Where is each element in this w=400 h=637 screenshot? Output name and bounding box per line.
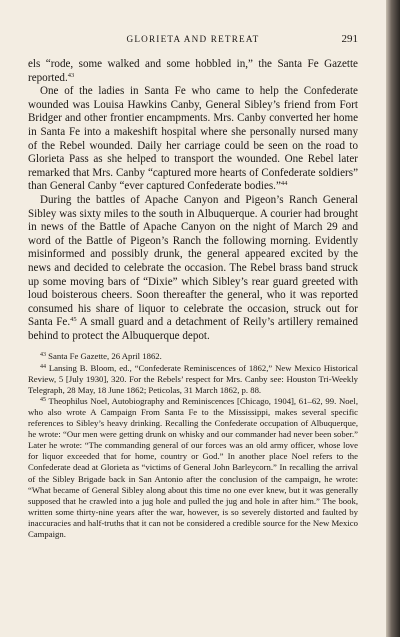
paragraph-3-continued: A small guard and a detachment of Reily’s artillery remained behind to protect the Albuquerque depot.	[28, 316, 358, 342]
body-text	[28, 58, 358, 343]
footnote-44	[28, 363, 358, 396]
note-ref-45: 45	[70, 316, 77, 324]
footnote-43-text: Santa Fe Gazette, 26 April 1862.	[48, 351, 162, 362]
footnote-44-text: Lansing B. Bloom, ed., “Confederate Reminiscences of 1862,” New Mexico Historical Review, 5 [July 1930], 320. For the Rebels’ respect for Mrs. Canby see: Houston Tri-Weekly Telegraph, 28 May, 18 June 1862; Peticolas, 31 March 1862, p. 88.	[28, 362, 358, 395]
footnote-45	[28, 396, 358, 540]
note-ref-43: 43	[67, 71, 75, 79]
paragraph-3-text: During the battles of Apache Canyon and Pigeon’s Ranch General Sibley was sixty miles to the south in Albuquerque. A courier had brought in news of the Battle of Apache Canyon on the night of March 29 and word of the Battle of Pigeon’s Ranch the following morning. Evidently misinformed and possibly drunk, the general appeared excited by the news and decided to celebrate the occasion. The Rebel brass band struck up some moving bars of “Dixie” which Sibley’s rear guard greeted with loud boisterous cheers. Soon thereafter the general, who it was reported consumed his share of liquor to celebrate the occasion, struck out for Santa Fe.	[28, 193, 358, 329]
note-ref-44: 44	[280, 180, 288, 188]
paragraph-1-text: els “rode, some walked and some hobbled in,” the Santa Fe Gazette reported.	[28, 58, 358, 84]
footnote-45-text: Theophilus Noel, Autobiography and Reminiscences [Chicago, 1904], 61–62, 99. Noel, who also wrote A Campaign From Santa Fe to the Mississippi, makes several specific references to Sibley’s heavy drinking. Recalling the Confederate occupation of Albuquerque, he wrote: “Our men were getting drunk on whisky and our commander had never been sober.” Later he wrote: “The commanding general of our forces was an old army officer, whose love for liquor exceeded that for home, country or God.” In another place Noel refers to the Confederate dead at Glorieta as “victims of General John Barleycorn.” In recalling the arrival of the Sibley Brigade back in San Antonio after the conclusion of the campaign, he wrote: “What became of General Sibley along about this time no one ever knew, but it was generally supposed that he crawled into a jug hole and pulled the jug and hole in after him.” The book, written some thirty-nine years after the war, however, is so severely distorted and faulted by inaccuracies and half-truths that it can not be considered a credible source for the New Mexico Campaign.	[28, 395, 359, 539]
footnote-45-number: 45	[40, 396, 46, 403]
paragraph-3	[28, 194, 358, 344]
footnote-43	[28, 351, 358, 362]
page-header	[28, 34, 358, 50]
paragraph-2-text: One of the ladies in Santa Fe who came to help the Confederate wounded was Louisa Hawkins Canby, General Sibley’s friend from Fort Bridger and other frontier encampments. Mrs. Canby converted her home in Santa Fe into a makeshift hospital where she personally nursed many of the Rebel wounded. Daily her carriage could be seen on the road to Glorieta Pass as she helped to transport the wounded. One Rebel later remarked that Mrs. Canby “captured more hearts of Confederate soldiers” than General Canby “ever captured Confederate bodies.”	[28, 85, 358, 193]
paragraph-2	[28, 85, 358, 194]
footnote-44-number: 44	[40, 363, 46, 370]
footnote-43-number: 43	[40, 352, 46, 359]
running-head: GLORIETA AND RETREAT	[126, 34, 260, 44]
page-number: 291	[341, 33, 358, 45]
book-gutter-shadow	[386, 0, 400, 637]
paragraph-1	[28, 58, 358, 85]
footnotes	[28, 351, 358, 540]
